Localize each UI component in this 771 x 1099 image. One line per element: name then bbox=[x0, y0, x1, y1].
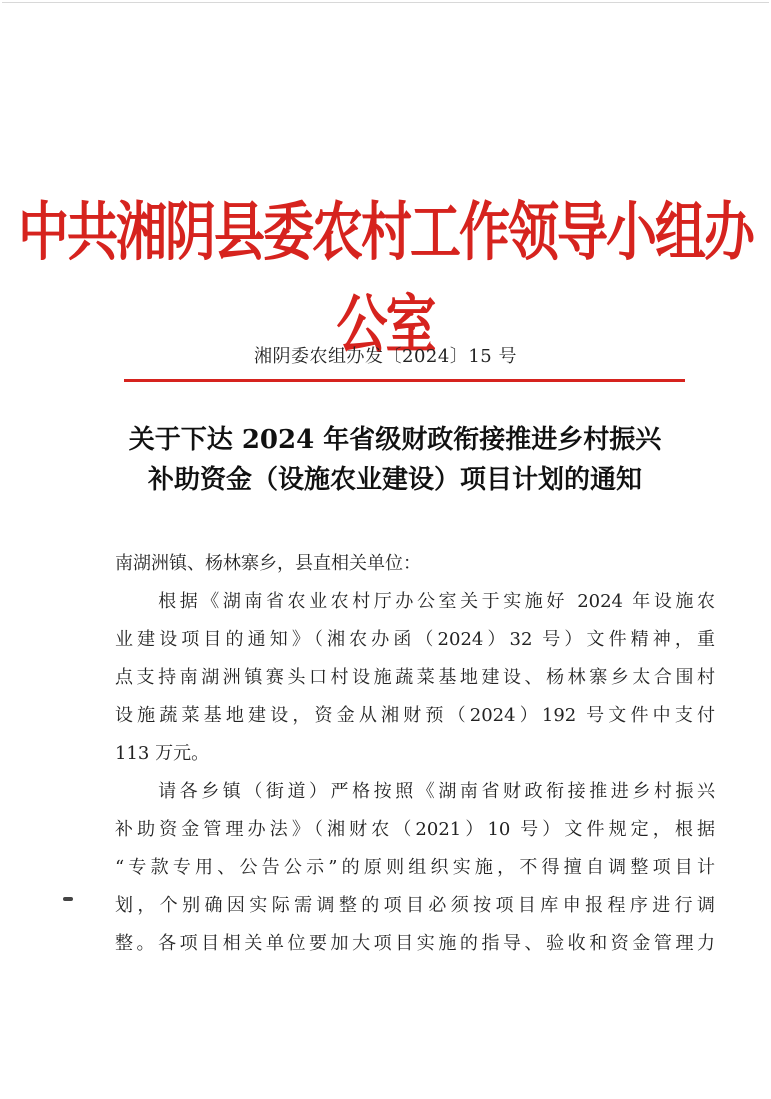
notice-title-line-2: 补助资金（设施农业建设）项目计划的通知 bbox=[147, 465, 642, 495]
notice-title bbox=[100, 420, 690, 500]
body-line: 业建设项目的通知》（湘农办函（2024）32 号）文件精神，重 bbox=[115, 629, 715, 650]
red-divider-line bbox=[124, 379, 685, 382]
body-line: 划，个别确因实际需调整的项目必须按项目库申报程序进行调 bbox=[115, 895, 715, 916]
body-line: 根据《湖南省农业农村厅办公室关于实施好 2024 年设施农 bbox=[115, 591, 715, 612]
body-line: “专款专用、公告公示”的原则组织实施，不得擅自调整项目计 bbox=[115, 857, 715, 878]
org-header-title: 中共湘阴县委农村工作领导小组办公室 bbox=[17, 195, 753, 363]
salutation: 南湖洲镇、杨林寨乡，县直相关单位： bbox=[115, 553, 421, 574]
body-line: 113 万元。 bbox=[115, 743, 210, 764]
body-line: 点支持南湖洲镇赛头口村设施蔬菜基地建设、杨林寨乡太合围村 bbox=[115, 667, 715, 688]
body-line: 补助资金管理办法》（湘财农（2021）10 号）文件规定，根据 bbox=[115, 819, 715, 840]
body-line: 设施蔬菜基地建设，资金从湘财预（2024）192 号文件中支付 bbox=[115, 705, 715, 726]
document-body bbox=[115, 545, 715, 963]
document-number: 湘阴委农组办发〔2024〕15 号 bbox=[254, 346, 517, 367]
body-line: 请各乡镇（街道）严格按照《湖南省财政衔接推进乡村振兴 bbox=[115, 781, 715, 802]
body-line: 整。各项目相关单位要加大项目实施的指导、验收和资金管理力 bbox=[115, 933, 715, 954]
notice-title-line-1: 关于下达 2024 年省级财政衔接推进乡村振兴 bbox=[128, 425, 662, 455]
scan-speck bbox=[63, 897, 73, 901]
